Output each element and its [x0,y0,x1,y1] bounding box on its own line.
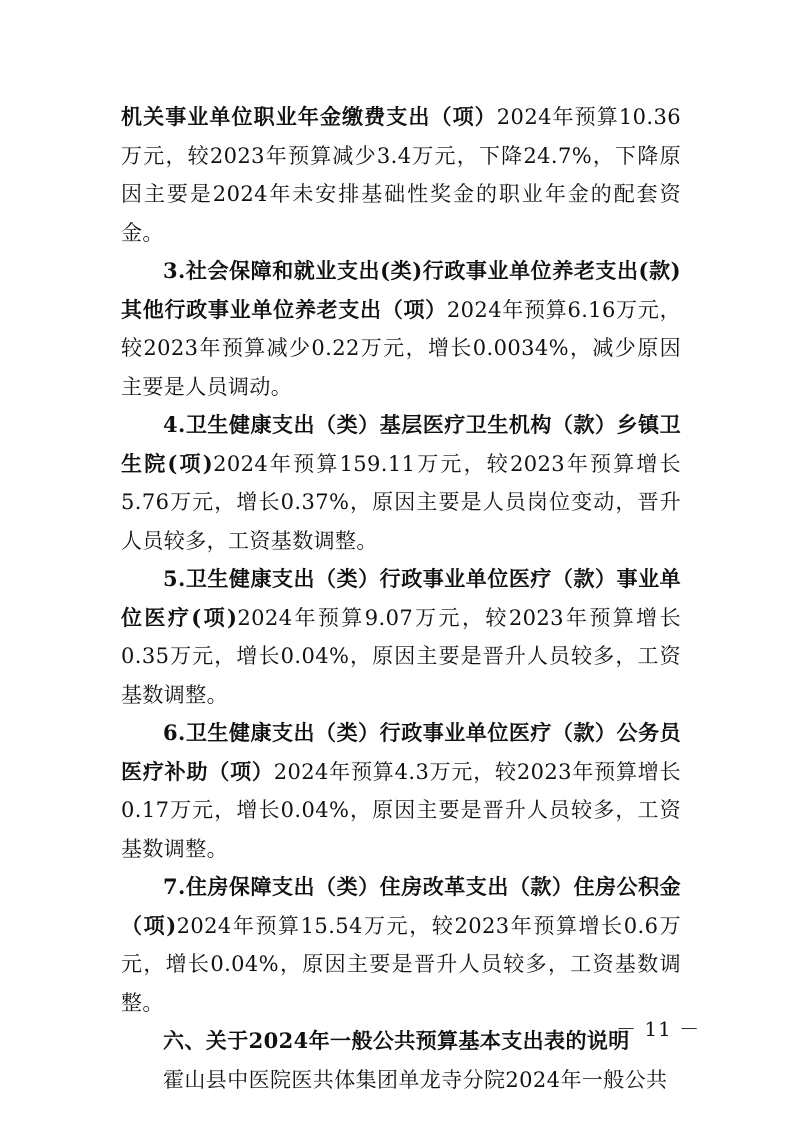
paragraph-item-7 [121,868,681,1022]
item-heading: 机关事业单位职业年金缴费支出（项） [121,104,497,129]
paragraph-item-6 [121,714,681,868]
item-text: 2024年预算4.3万元，较2023年预算增长0.17万元，增长0.04%，原因主要是晋升人员较多，工资基数调整。 [121,759,681,861]
paragraph-pension-contribution [121,98,681,252]
paragraph-section-six-intro [121,1061,681,1100]
paragraph-item-4 [121,406,681,560]
intro-text: 霍山县中医院医共体集团单龙寺分院2024年一般公共 [163,1067,668,1092]
page-number: － 11 － [616,1017,701,1041]
paragraph-item-5 [121,560,681,714]
item-heading: 5.卫生健康支出（类）行政事业单位医疗（款）事业单位医疗(项) [121,566,681,630]
item-heading: 6.卫生健康支出（类）行政事业单位医疗（款）公务员医疗补助（项） [121,720,681,784]
section-title: 六、关于2024年一般公共预算基本支出表的说明 [163,1028,630,1053]
item-heading: 7.住房保障支出（类）住房改革支出（款）住房公积金（项) [121,874,681,938]
document-body [121,98,681,1099]
item-heading: 4.卫生健康支出（类）基层医疗卫生机构（款）乡镇卫生院(项) [121,412,681,476]
item-text: 2024年预算10.36万元，较2023年预算减少3.4万元，下降24.7%，下降原因主要是2024年未安排基础性奖金的职业年金的配套资金。 [121,105,681,245]
item-text: 2024年预算6.16万元，较2023年预算减少0.22万元，增长0.0034%，减少原因主要是人员调动。 [121,297,681,399]
paragraph-item-3 [121,252,681,406]
item-text: 2024年预算159.11万元，较2023年预算增长5.76万元，增长0.37%，原因主要是人员岗位变动，晋升人员较多，工资基数调整。 [121,451,682,553]
section-heading-six [121,1022,681,1061]
item-text: 2024年预算9.07万元，较2023年预算增长0.35万元，增长0.04%，原因主要是晋升人员较多，工资基数调整。 [121,605,681,707]
item-heading: 3.社会保障和就业支出(类)行政事业单位养老支出(款)其他行政事业单位养老支出（项） [121,258,681,322]
item-text: 2024年预算15.54万元，较2023年预算增长0.6万元，增长0.04%，原因主要是晋升人员较多，工资基数调整。 [121,913,681,1015]
